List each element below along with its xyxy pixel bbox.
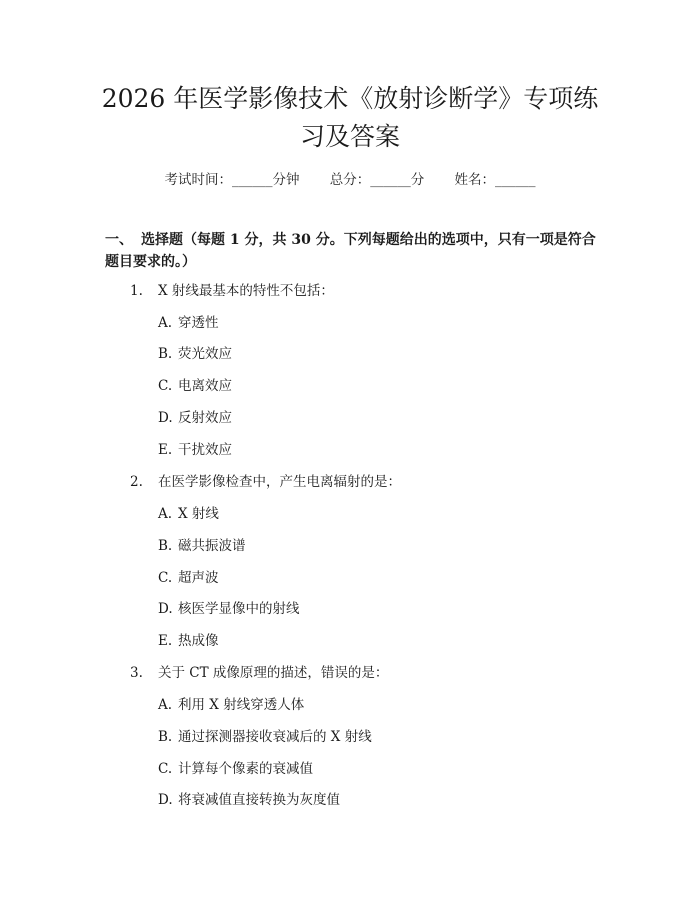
option-letter: C. — [158, 378, 173, 394]
question-2 — [130, 472, 401, 492]
option-3b — [158, 727, 372, 747]
option-1a — [158, 313, 219, 333]
question-number: 2. — [130, 474, 143, 490]
option-text: 磁共振波谱 — [178, 538, 246, 554]
option-1d — [158, 408, 232, 428]
option-text: 热成像 — [178, 633, 219, 649]
option-letter: B. — [158, 346, 173, 362]
option-text: 核医学显像中的射线 — [178, 601, 300, 617]
option-text: 将衰减值直接转换为灰度值 — [178, 792, 340, 808]
option-text: 电离效应 — [178, 378, 232, 394]
title-line-2: 习及答案 — [299, 122, 400, 151]
section-heading — [105, 229, 605, 273]
option-text: 计算每个像素的衰减值 — [178, 761, 313, 777]
option-3c — [158, 759, 313, 779]
question-text: X 射线最基本的特性不包括： — [158, 283, 334, 299]
option-text: 通过探测器接收衰减后的 X 射线 — [178, 729, 372, 745]
option-letter: A. — [158, 315, 173, 331]
option-letter: D. — [158, 792, 173, 808]
option-letter: B. — [158, 538, 173, 554]
option-2b — [158, 536, 246, 556]
question-1 — [130, 281, 334, 301]
option-text: 干扰效应 — [178, 442, 232, 458]
option-1b — [158, 344, 232, 364]
option-text: 反射效应 — [178, 410, 232, 426]
option-2a — [158, 504, 219, 524]
total-score-field: 总分：______分 — [329, 172, 425, 188]
option-2c — [158, 568, 219, 588]
question-number: 1. — [130, 283, 143, 299]
option-1e — [158, 440, 232, 460]
option-1c — [158, 376, 232, 396]
exam-time-field: 考试时间：______分钟 — [164, 172, 300, 188]
option-text: 穿透性 — [178, 315, 219, 331]
option-3d — [158, 790, 340, 810]
option-letter: B. — [158, 729, 173, 745]
question-text: 在医学影像检查中，产生电离辐射的是： — [158, 474, 401, 490]
section-text: 选择题（每题 1 分，共 30 分。下列每题给出的选项中，只有一项是符合题目要求的。） — [105, 232, 596, 270]
option-3a — [158, 695, 304, 715]
option-letter: A. — [158, 697, 173, 713]
document-title — [90, 80, 610, 156]
option-2e — [158, 631, 219, 651]
option-text: X 射线 — [178, 506, 219, 522]
option-letter: E. — [158, 633, 173, 649]
student-name-field: 姓名：______ — [454, 172, 536, 188]
option-text: 荧光效应 — [178, 346, 232, 362]
option-text: 利用 X 射线穿透人体 — [178, 697, 305, 713]
option-2d — [158, 599, 300, 619]
option-letter: D. — [158, 601, 173, 617]
section-number: 一、 — [105, 232, 133, 248]
option-letter: A. — [158, 506, 173, 522]
question-text: 关于 CT 成像原理的描述，错误的是： — [158, 665, 389, 681]
option-letter: C. — [158, 570, 173, 586]
question-number: 3. — [130, 665, 143, 681]
option-letter: E. — [158, 442, 173, 458]
option-text: 超声波 — [178, 570, 219, 586]
question-3 — [130, 663, 388, 683]
option-letter: D. — [158, 410, 173, 426]
option-letter: C. — [158, 761, 173, 777]
exam-meta — [0, 168, 700, 188]
title-line-1: 2026 年医学影像技术《放射诊断学》专项练 — [101, 84, 599, 113]
